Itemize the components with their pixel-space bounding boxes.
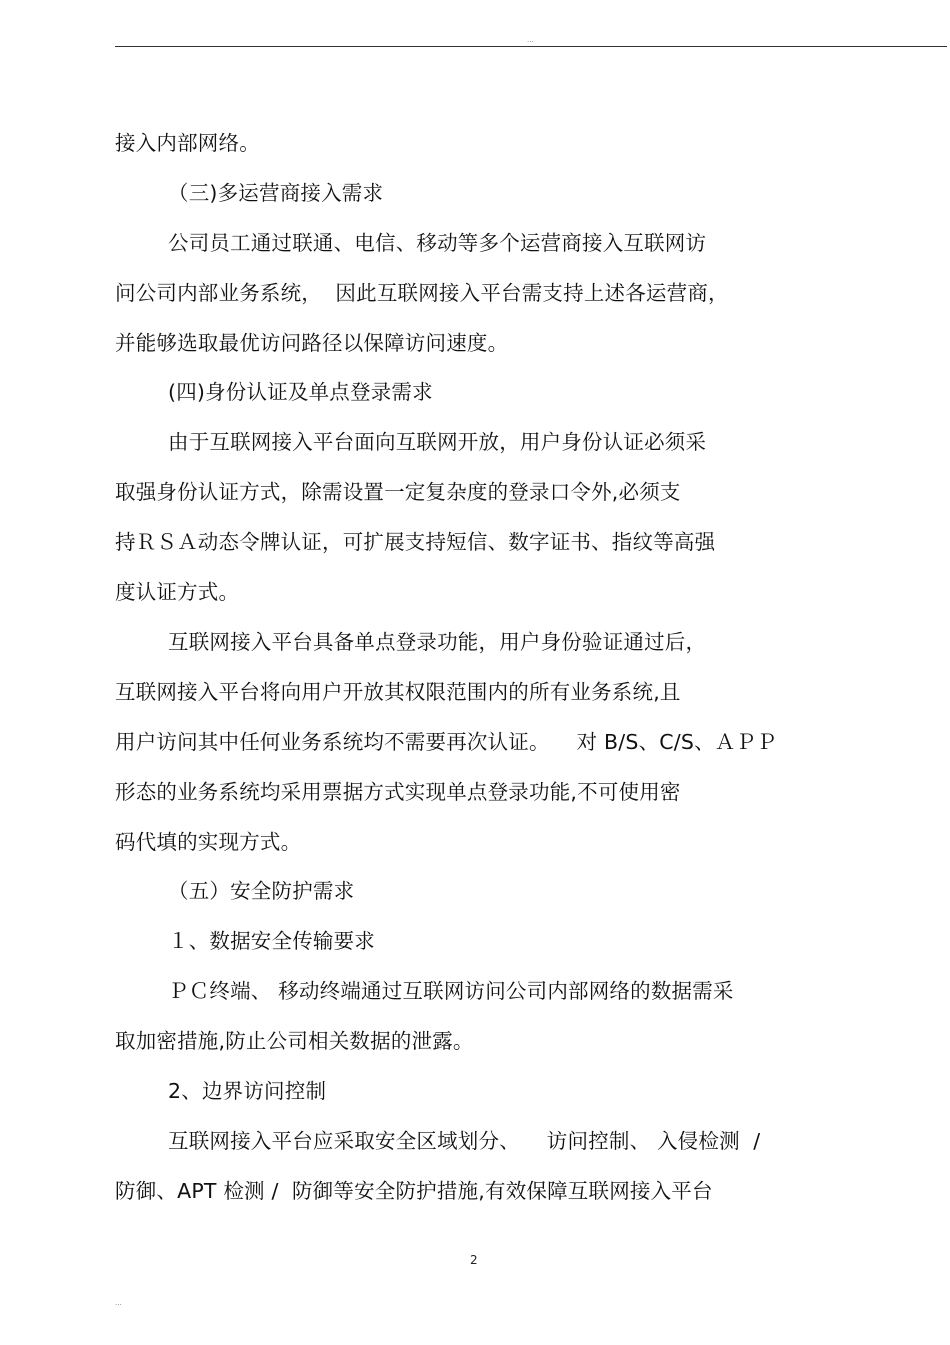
body-line-11: 互联网接入平台具备单点登录功能，用户身份验证通过后， [168,630,707,654]
body-line-13: 用户访问其中任何业务系统均不需要再次认证。 对 B/S、C/S、ＡＰＰ [115,730,777,754]
body-line-21: 互联网接入平台应采取安全区域划分、 访问控制、 入侵检测 / [168,1129,761,1153]
body-line-14: 形态的业务系统均采用票据方式实现单点登录功能,不可使用密 [115,780,681,804]
body-line-10: 度认证方式。 [115,580,240,604]
body-line-7: 由于互联网接入平台面向互联网开放，用户身份认证必须采 [168,430,707,454]
page-number: 2 [470,1253,478,1267]
body-line-9: 持ＲＳＡ动态令牌认证，可扩展支持短信、数字证书、指纹等高强 [115,530,716,554]
body-line-12: 互联网接入平台将向用户开放其权限范围内的所有业务系统,且 [115,680,681,704]
subsection-heading-1: １、数据安全传输要求 [168,929,375,953]
body-line-19: 取加密措施,防止公司相关数据的泄露。 [115,1029,474,1053]
header-mark: ... [527,36,534,44]
footer-mark: ... [115,1299,122,1307]
body-line-15: 码代填的实现方式。 [115,830,302,854]
body-line-22: 防御、APT 检测 / 防御等安全防护措施,有效保障互联网接入平台 [115,1179,713,1203]
section-heading-3: （三)多运营商接入需求 [168,181,384,205]
body-line-5: 并能够选取最优访问路径以保障访问速度。 [115,331,509,355]
section-heading-4: (四)身份认证及单点登录需求 [168,380,433,404]
body-line-18: ＰＣ终端、 移动终端通过互联网访问公司内部网络的数据需采 [168,979,734,1003]
header-rule [115,46,947,47]
body-line-1: 接入内部网络。 [115,131,260,155]
subsection-heading-2: 2、边界访问控制 [168,1079,327,1103]
body-line-4: 问公司内部业务系统， 因此互联网接入平台需支持上述各运营商， [115,281,729,305]
body-line-8: 取强身份认证方式，除需设置一定复杂度的登录口令外,必须支 [115,480,681,504]
body-line-3: 公司员工通过联通、电信、移动等多个运营商接入互联网访 [168,231,707,255]
section-heading-5: （五）安全防护需求 [168,879,355,903]
